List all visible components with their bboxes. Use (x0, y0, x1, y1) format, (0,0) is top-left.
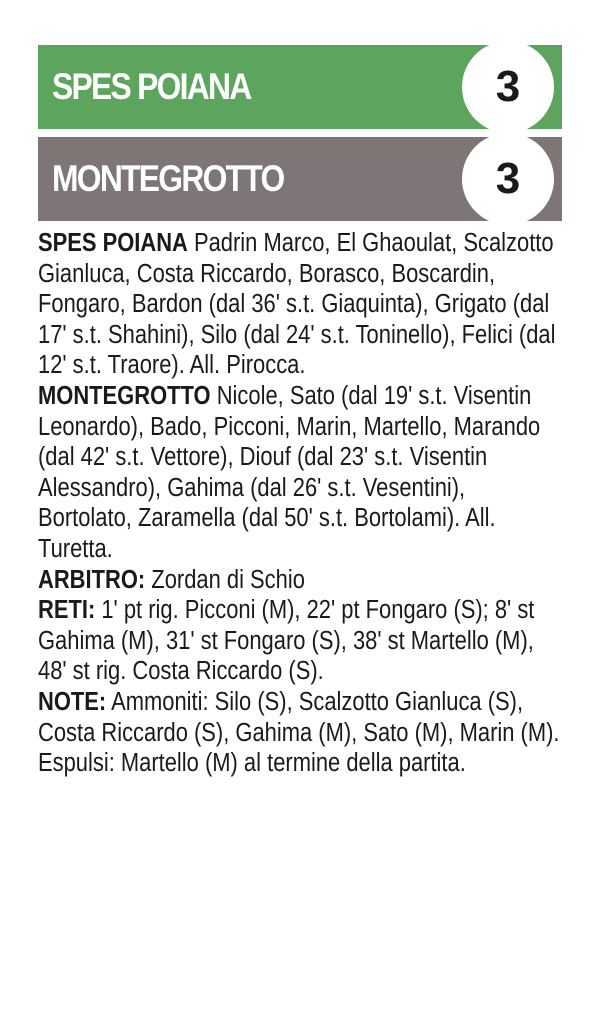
home-score: 3 (495, 62, 521, 111)
notes (38, 687, 564, 779)
notes-text: Ammoniti: Silo (S), Scalzotto Gianluca (S), Costa Riccardo (S), Gahima (M), Sato (M), Marin (M). Espulsi: Martello (M) al termine della partita. (38, 687, 560, 778)
away-score: 3 (495, 154, 521, 203)
goals-text: 1' pt rig. Picconi (M), 22' pt Fongaro (S); 8' st Gahima (M), 31' st Fongaro (S), 38' st Martello (M), 48' st rig. Costa Riccardo (S). (38, 596, 535, 686)
referee-label: ARBITRO: (38, 565, 146, 594)
away-lineup (38, 381, 564, 565)
notes-label: NOTE: (38, 687, 107, 716)
home-lineup (38, 228, 564, 381)
home-team-bar (38, 45, 562, 129)
away-lineup-text: Nicole, Sato (dal 19' s.t. Visentin Leonardo), Bado, Picconi, Marin, Martello, Marando (dal 42' s.t. Vettore), Diouf (dal 23' s.t. Visentin Alessandro), Gahima (dal 26' s.t. Vesentini), Bortolato, Zaramella (dal 50' s.t. Bortolami). All. Turetta. (38, 381, 541, 563)
referee-text: Zordan di Schio (145, 565, 305, 594)
goals (38, 595, 564, 687)
home-lineup-label: SPES POIANA (38, 229, 188, 257)
away-team-bar (38, 137, 562, 221)
home-team-name: SPES POIANA (52, 66, 251, 107)
away-team-name: MONTEGROTTO (52, 158, 284, 199)
home-lineup-text: Padrin Marco, El Ghaoulat, Scalzotto Gianluca, Costa Riccardo, Borasco, Boscardin, Fongaro, Bardon (dal 36' s.t. Giaquinta), Grigato (dal 17' s.t. Shahini), Silo (dal 24' s.t. Toninello), Felici (dal 12' s.t. Traore). All. Pirocca. (38, 229, 556, 380)
match-report (38, 228, 564, 779)
home-score-badge (462, 45, 554, 129)
away-lineup-label: MONTEGROTTO (38, 381, 211, 410)
goals-label: RETI: (38, 596, 96, 625)
referee (38, 565, 564, 596)
away-score-badge (462, 137, 554, 221)
